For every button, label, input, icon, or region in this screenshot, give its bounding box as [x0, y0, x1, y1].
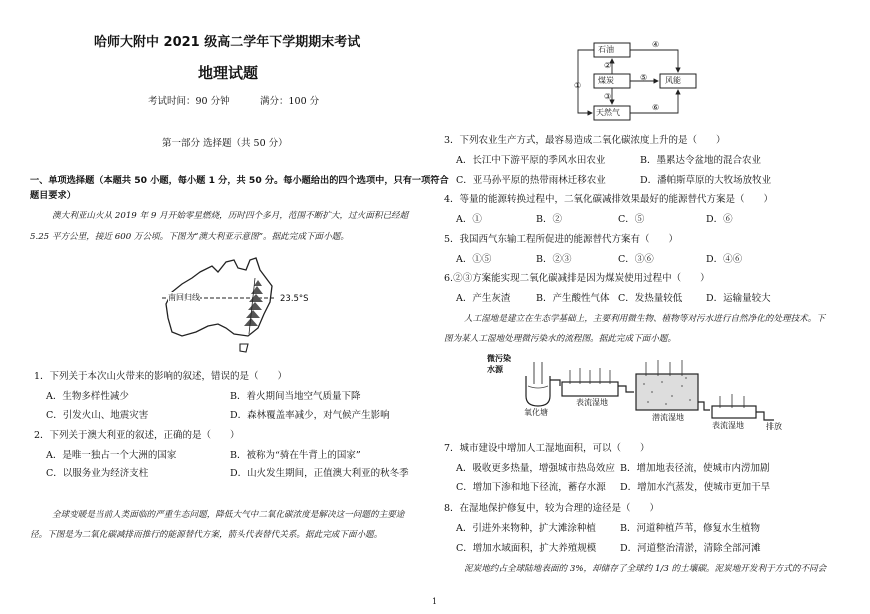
q7-option-b: B．增加地表径流，使城市内涝加剧 — [620, 463, 770, 474]
energy-n4: ④ — [652, 40, 660, 49]
q4-option-c: C．⑤ — [618, 214, 645, 225]
passage4-line1: 泥炭地约占全球陆地表面的 3%，却储存了全球约 1/3 的土壤碳。泥炭地开发利于方式的不同会 — [464, 564, 827, 574]
wetland-source-line2: 水源 — [487, 365, 503, 374]
q6-stem: 6.②③方案能实现二氧化碳减排是因为煤炭使用过程中（ ） — [444, 273, 710, 284]
q1-option-b: B．着火期间当地空气质量下降 — [230, 391, 361, 402]
passage2-line1: 全球变暖是当前人类面临的严重生态问题，降低大气中二氧化碳浓度是解决这一问题的主要途 — [52, 510, 405, 520]
exam-title: 哈师大附中 2021 级高二学年下学期期末考试 — [94, 35, 361, 50]
q5-option-b: B．②③ — [536, 254, 572, 265]
passage2-line2: 径。下图是为二氧化碳减排而推行的能源替代方案，箭头代表替代关系。据此完成下面小题。 — [30, 530, 383, 540]
wetland-source-line1: 微污染 — [487, 354, 511, 363]
q2-option-a: A．是唯一独占一个大洲的国家 — [46, 450, 177, 461]
part-title: 第一部分 选择题（共 50 分） — [162, 138, 288, 149]
q3-option-b: B．墨累达令盆地的混合农业 — [640, 155, 761, 166]
energy-n3: ③ — [604, 92, 612, 101]
q1-stem: 1．下列关于本次山火带来的影响的叙述，错误的是（ ） — [34, 371, 288, 382]
q4-option-a: A．① — [456, 214, 482, 225]
passage1-line1: 澳大利亚山火从 2019 年 9 月开始零星燃烧，历时四个多月，范围不断扩大，过火面积已经超 — [52, 211, 409, 221]
q5-option-d: D．④⑥ — [706, 254, 743, 265]
australia-map — [160, 252, 320, 360]
q6-option-c: C．发热量较低 — [618, 293, 683, 304]
q8-option-d: D．河道整治清淤，清除全部河滩 — [620, 543, 761, 554]
q7-option-d: D．增加水汽蒸发，使城市更加干旱 — [620, 482, 771, 493]
energy-coal: 煤炭 — [598, 76, 614, 85]
wetland-surface1: 表流湿地 — [576, 398, 608, 407]
q7-stem: 7．城市建设中增加人工湿地面积，可以（ ） — [444, 443, 650, 454]
page-number: 1 — [432, 597, 438, 606]
q1-option-a: A．生物多样性减少 — [46, 391, 129, 402]
q1-option-d: D．森林覆盖率减少，对气候产生影响 — [230, 410, 390, 421]
q8-option-a: A．引进外来物种，扩大滩涂种植 — [456, 523, 596, 534]
q5-stem: 5．我国西气东输工程所促进的能源替代方案有（ ） — [444, 234, 679, 245]
q8-option-c: C．增加水域面积，扩大养殖规模 — [456, 543, 597, 554]
q4-stem: 4．等量的能源转换过程中，二氧化碳减排效果最好的能源替代方案是（ ） — [444, 194, 774, 205]
q3-option-a: A．长江中下游平原的季风水田农业 — [456, 155, 606, 166]
q2-option-c: C．以服务业为经济支柱 — [46, 468, 149, 479]
q1-option-c: C．引发火山、地震灾害 — [46, 410, 149, 421]
q6-option-a: A．产生灰渣 — [456, 293, 511, 304]
exam-score: 满分：100 分 — [260, 96, 320, 107]
energy-wind: 风能 — [665, 76, 681, 85]
passage3-line2: 图为某人工湿地处理微污染水的流程图。据此完成下面小题。 — [444, 334, 677, 344]
q4-option-b: B．② — [536, 214, 562, 225]
q3-stem: 3．下列农业生产方式，最容易造成二氧化碳浓度上升的是（ ） — [444, 135, 726, 146]
energy-n2: ② — [604, 61, 612, 70]
passage3-line1: 人工湿地是建立在生态学基础上，主要利用微生物、植物等对污水进行自然净化的处理技术。下 — [464, 314, 825, 324]
wetland-discharge: 排放 — [766, 422, 782, 431]
energy-gas: 天然气 — [596, 108, 620, 117]
q3-option-c: C．亚马孙平原的热带雨林迁移农业 — [456, 175, 606, 186]
subject-title: 地理试题 — [198, 64, 259, 82]
wetland-diagram — [490, 352, 790, 434]
exam-time: 考试时间：90 分钟 — [148, 96, 230, 107]
passage1-line2: 5.25 平方公里，接近 600 万公顷。下图为“澳大利亚示意图”。据此完成下面小题。 — [30, 232, 349, 242]
q6-option-b: B．产生酸性气体 — [536, 293, 610, 304]
energy-n5: ⑤ — [640, 73, 648, 82]
section-title-cont: 题目要求） — [30, 190, 76, 201]
q6-option-d: D．运输量较大 — [706, 293, 771, 304]
latitude-label: 23.5°S — [280, 294, 309, 304]
q4-option-d: D．⑥ — [706, 214, 733, 225]
section-title: 一、单项选择题（本题共 50 小题，每小题 1 分，共 50 分。每小题给出的四个选项中，只有一项符合 — [30, 175, 449, 186]
q5-option-c: C．③⑥ — [618, 254, 654, 265]
q5-option-a: A．①⑤ — [456, 254, 492, 265]
wetland-surface2: 表流湿地 — [712, 421, 744, 430]
q7-option-a: A．吸收更多热量，增强城市热岛效应 — [456, 463, 615, 474]
q3-option-d: D．潘帕斯草原的大牧场放牧业 — [640, 175, 772, 186]
q2-stem: 2．下列关于澳大利亚的叙述，正确的是（ ） — [34, 430, 240, 441]
q2-option-d: D．山火发生期间，正值澳大利亚的秋冬季 — [230, 468, 409, 479]
q2-option-b: B．被称为“骑在牛背上的国家” — [230, 450, 361, 461]
wetland-subsurface: 潜流湿地 — [652, 413, 684, 422]
wetland-oxidation: 氧化塘 — [524, 408, 548, 417]
fire-zone — [244, 280, 263, 326]
tropic-label: 南回归线 — [168, 293, 200, 302]
q7-option-c: C．增加下渗和地下径流，蓄存水源 — [456, 482, 606, 493]
q8-stem: 8．在湿地保护修复中，较为合理的途径是（ ） — [444, 503, 660, 514]
energy-oil: 石油 — [598, 45, 614, 54]
q8-option-b: B．河道种植芦苇，修复水生植物 — [620, 523, 760, 534]
energy-n1: ① — [574, 81, 582, 90]
energy-n6: ⑥ — [652, 103, 660, 112]
